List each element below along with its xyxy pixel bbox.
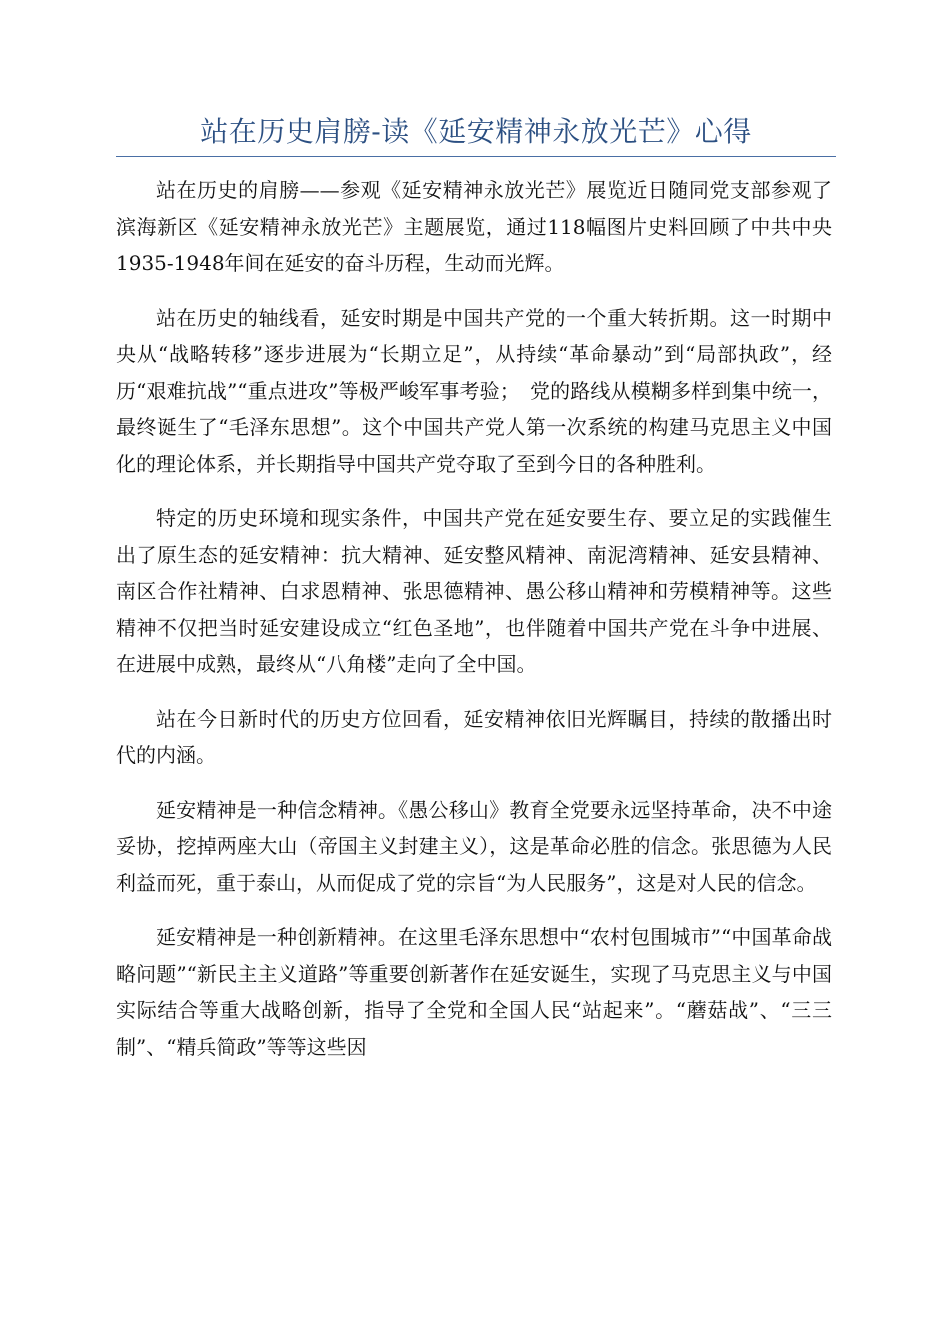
title-block — [116, 112, 836, 157]
paragraph-1: 站在历史的肩膀——参观《延安精神永放光芒》展览近日随同党支部参观了滨海新区《延安精神永放光芒》主题展览，通过118幅图片史料回顾了中共中央1935-1948年间在延安的奋斗历程，生动而光辉。 — [116, 178, 832, 275]
paragraph-5: 延安精神是一种信念精神。《愚公移山》教育全党要永远坚持革命，决不中途妥协，挖掉两座大山（帝国主义封建主义），这是革命必胜的信念。张思德为人民利益而死，重于泰山，从而促成了党的宗旨“为人民服务”，这是对人民的信念。 — [116, 797, 832, 895]
paragraph-3: 特定的历史环境和现实条件，中国共产党在延安要生存、要立足的实践催生出了原生态的延安精神：抗大精神、延安整风精神、南泥湾精神、延安县精神、南区合作社精神、白求恩精神、张思德精神、愚公移山精神和劳模精神等。这些精神不仅把当时延安建设成立“红色圣地”，也伴随着中国共产党在斗争中进展、在进展中成熟，最终从“八角楼”走向了全中国。 — [116, 506, 832, 676]
paragraph-2: 站在历史的轴线看，延安时期是中国共产党的一个重大转折期。这一时期中央从“战略转移”逐步进展为“长期立足”，从持续“革命暴动”到“局部执政”，经历“艰难抗战”“重点进攻”等极严峻军事考验； 党的路线从模糊多样到集中统一，最终诞生了“毛泽东思想”。这个中国共产党人第一次系统的构建马克思主义中国化的理论体系，并长期指导中国共产党夺取了至到今日的各种胜利。 — [116, 305, 832, 476]
document-body — [116, 172, 832, 1083]
paragraph-4: 站在今日新时代的历史方位回看，延安精神依旧光辉瞩目，持续的散播出时代的内涵。 — [116, 706, 832, 767]
paragraph-6: 延安精神是一种创新精神。在这里毛泽东思想中“农村包围城市”“中国革命战略问题”“新民主主义道路”等重要创新著作在延安诞生，实现了马克思主义与中国实际结合等重大战略创新，指导了全党和全国人民“站起来”。“蘑菇战”、“三三制”、“精兵简政”等等这些因 — [116, 925, 832, 1059]
document-title: 站在历史肩膀-读《延安精神永放光芒》心得 — [200, 115, 752, 148]
